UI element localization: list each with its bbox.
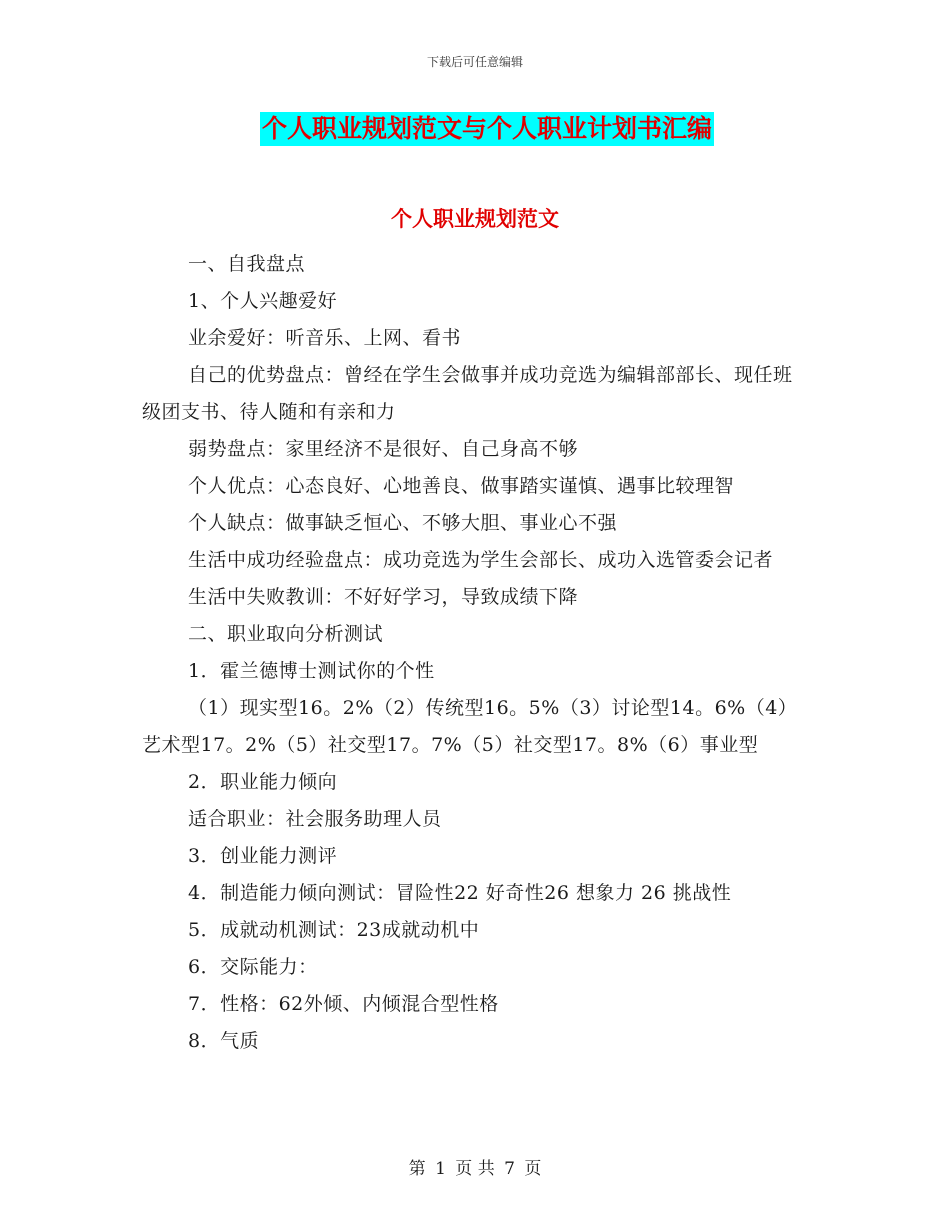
paragraph: 1、个人兴趣爱好: [188, 290, 338, 312]
paragraph: 4．制造能力倾向测试：冒险性22 好奇性26 想象力 26 挑战性: [188, 882, 732, 904]
footer-prefix: 第: [408, 1159, 426, 1179]
section-title: 个人职业规划范文: [391, 206, 559, 231]
paragraph: 二、职业取向分析测试: [188, 623, 384, 645]
paragraph: 适合职业：社会服务助理人员: [188, 808, 442, 830]
page-footer: [0, 1154, 950, 1179]
paragraph: 1．霍兰德博士测试你的个性: [188, 660, 435, 682]
paragraph: 自己的优势盘点：曾经在学生会做事并成功竞选为编辑部部长、现任班级团支书、待人随和有亲和力: [142, 364, 793, 423]
footer-middle: 页 共: [455, 1159, 495, 1179]
paragraph: 个人缺点：做事缺乏恒心、不够大胆、事业心不强: [188, 512, 618, 534]
paragraph: 3．创业能力测评: [188, 845, 338, 867]
document-title: 个人职业规划范文与个人职业计划书汇编: [260, 112, 714, 146]
paragraph: 8．气质: [188, 1030, 260, 1052]
paragraph: 5．成就动机测试：23成就动机中: [188, 919, 480, 941]
header-note: 下载后可任意编辑: [426, 55, 523, 69]
paragraph: 生活中失败教训：不好好学习，导致成绩下降: [188, 586, 579, 608]
paragraph: 6．交际能力：: [188, 956, 318, 978]
paragraph: 7．性格：62外倾、内倾混合型性格: [188, 993, 499, 1015]
paragraph: 个人优点：心态良好、心地善良、做事踏实谨慎、遇事比较理智: [188, 475, 735, 497]
paragraph: （1）现实型16。2%（2）传统型16。5%（3）讨论型14。6%（4）艺术型17。2%（5）社交型17。7%（5）社交型17。8%（6）事业型: [142, 697, 798, 756]
paragraph: 弱势盘点：家里经济不是很好、自己身高不够: [188, 438, 579, 460]
paragraph: 生活中成功经验盘点：成功竞选为学生会部长、成功入选管委会记者: [188, 549, 774, 571]
paragraph: 2．职业能力倾向: [188, 771, 338, 793]
paragraph: 一、自我盘点: [188, 253, 306, 275]
document-body: [142, 246, 802, 1060]
current-page-number: 1: [435, 1159, 446, 1179]
footer-suffix: 页: [524, 1159, 542, 1179]
paragraph: 业余爱好：听音乐、上网、看书: [188, 327, 462, 349]
total-pages: 7: [504, 1159, 515, 1179]
